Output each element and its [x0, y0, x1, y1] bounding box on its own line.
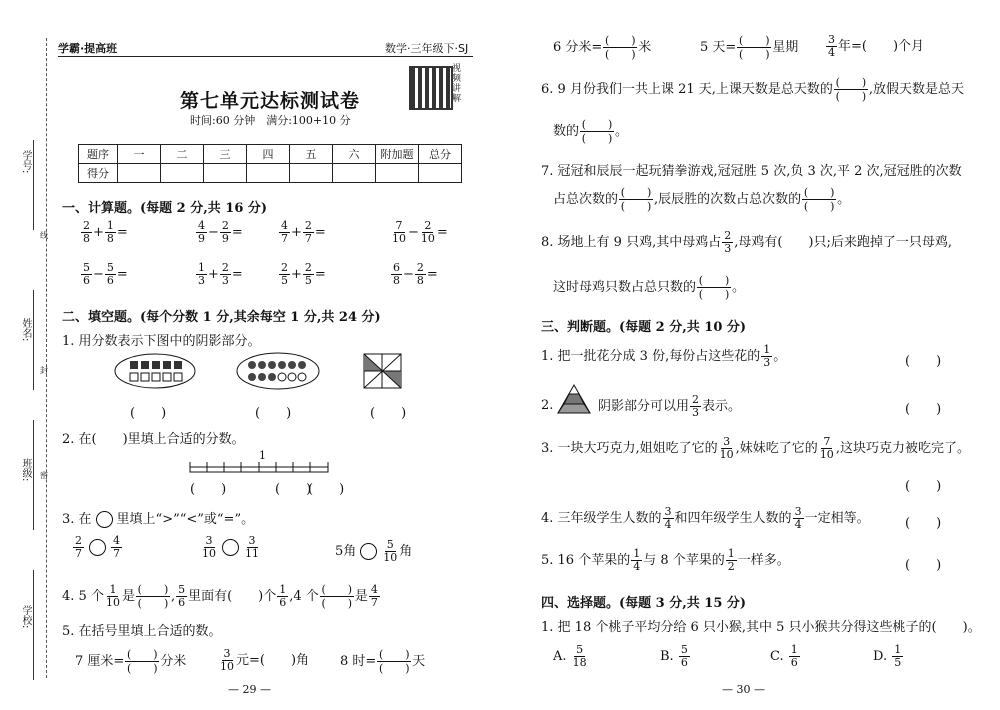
page-number-right: — 30 — [722, 683, 765, 696]
video-label: 视频讲解 [452, 64, 462, 104]
judge-2: 阴影部分可以用 $\frac{2}{3}$ 表示。 [598, 393, 742, 419]
compare-1: $\frac{2}{7}$ $\frac{4}{7}$ [75, 534, 120, 560]
sidebar-school: 学校: [20, 605, 31, 629]
calc-item: $\frac{4}{9}$ − $\frac{2}{9}$ = [198, 219, 243, 245]
calc-item: $\frac{1}{3}$ + $\frac{2}{3}$ = [198, 261, 243, 287]
q2-3: 3. 在 里填上“>”“<”或“=”。 [62, 512, 255, 527]
section-3-heading: 三、判断题。(每题 2 分,共 10 分) [541, 320, 747, 335]
conv-b: 5 天= ( ) ( ) 星期 [700, 34, 799, 61]
qr-code [409, 66, 453, 110]
q2-6-line1: 6. 9 月份我们一共上课 21 天,上课天数是总天数的 ( ) ( ) ,放假天数是总天 [541, 76, 965, 103]
score-cell: 附加题 [376, 145, 419, 164]
binding-line [46, 38, 47, 678]
calc-item: $\frac{2}{8}$ + $\frac{1}{8}$ = [83, 219, 128, 245]
q2-8-line2: 这时母鸡只数占总只数的 ( ) ( ) 。 [553, 274, 746, 301]
choice-option[interactable]: D. $\frac{1}{5}$ [873, 643, 902, 669]
q2-answer-2[interactable]: ( ) [275, 482, 312, 497]
q1-answer-2[interactable]: ( ) [255, 406, 292, 421]
judge-5-answer[interactable]: ( ) [905, 558, 942, 573]
calc-item: $\frac{7}{10}$ − $\frac{2}{10}$ = [392, 219, 448, 245]
q2-2: 2. 在( )里填上合适的分数。 [62, 432, 245, 447]
underline-4 [33, 570, 34, 680]
judge-4: 4. 三年级学生人数的 $\frac{3}{4}$ 和四年级学生人数的 $\frac{3}{4}$ 一定相等。 [541, 505, 870, 531]
judge-5: 5. 16 个苹果的 $\frac{1}{4}$ 与 8 个苹果的 $\frac{1}{2}$ 一样多。 [541, 547, 790, 573]
q2-1: 1. 用分数表示下图中的阴影部分。 [62, 334, 261, 349]
score-cell: 总分 [419, 145, 462, 164]
score-cell: 题序 [79, 145, 118, 164]
q2-4: 4. 5 个 $\frac{1}{10}$ 是 ( ) ( ) , $\frac{5}{6}$ 里面有( )个 $\frac{1}{6}$ ,4 个 ( ) ( ) 是 $\frac{4}{7}$ [62, 583, 378, 610]
number-line [185, 458, 335, 478]
section-4-heading: 四、选择题。(每题 3 分,共 15 分) [541, 596, 747, 611]
q5-a: 7 厘米= ( ) ( ) 分米 [75, 648, 187, 675]
q5-b: $\frac{3}{10}$ 元=( )角 [220, 647, 310, 673]
compare-slot[interactable] [89, 539, 106, 556]
sidebar-secret-mark: 密 [40, 471, 48, 480]
calc-item: $\frac{5}{6}$ − $\frac{5}{6}$ = [83, 261, 128, 287]
sidebar-student-no: 学号: [20, 150, 31, 174]
calc-item: $\frac{2}{5}$ + $\frac{2}{5}$ = [281, 261, 326, 287]
q2-6-line2: 数的 ( ) ( ) 。 [553, 118, 629, 145]
choice-option[interactable]: B. $\frac{5}{6}$ [660, 643, 688, 669]
underline-1 [33, 140, 34, 230]
compare-circle-icon [96, 511, 113, 528]
calc-item: $\frac{6}{8}$ − $\frac{2}{8}$ = [393, 261, 438, 287]
q1-answer-1[interactable]: ( ) [130, 406, 167, 421]
q2-answer-1[interactable]: ( ) [190, 482, 227, 497]
judge-3: 3. 一块大巧克力,姐姐吃了它的 $\frac{3}{10}$ ,妹妹吃了它的 $\frac{7}{10}$ ,这块巧克力被吃完了。 [541, 435, 970, 461]
choice-1: 1. 把 18 个桃子平均分给 6 只小猴,其中 5 只小猴共分得这些桃子的( )。 [541, 620, 981, 635]
calc-item: $\frac{4}{7}$ + $\frac{2}{7}$ = [281, 219, 326, 245]
q2-7-line1: 7. 冠冠和辰辰一起玩猜拳游戏,冠冠胜 5 次,负 3 次,平 2 次,冠冠胜的次数 [541, 164, 962, 179]
judge-4-answer[interactable]: ( ) [905, 516, 942, 531]
judge-3-answer[interactable]: ( ) [905, 479, 942, 494]
q2-8-line1: 8. 场地上有 9 只鸡,其中母鸡占 $\frac{2}{3}$ ,母鸡有( )只;后来跑掉了一只母鸡, [541, 229, 953, 255]
conv-a: 6 分米= ( ) ( ) 米 [553, 34, 652, 61]
judge-1: 1. 把一批花分成 3 份,每份占这些花的 $\frac{1}{3}$ 。 [541, 343, 787, 369]
subject-tag: 数学·三年级下·SJ [385, 42, 469, 55]
score-cell: 得分 [79, 164, 118, 183]
sidebar-seal-mark: 封 [40, 366, 48, 375]
section-2-heading: 二、填空题。(每个分数 1 分,其余每空 1 分,共 24 分) [62, 310, 381, 325]
compare-2: $\frac{3}{10}$ $\frac{3}{11}$ [202, 534, 259, 560]
q2-answer-3[interactable]: ( ) [308, 482, 345, 497]
choice-option[interactable]: A. $\frac{5}{18}$ [553, 643, 587, 669]
q2-5: 5. 在括号里填上合适的数。 [62, 624, 222, 639]
score-cell: 三 [204, 145, 247, 164]
page-number-left: — 29 — [228, 683, 271, 696]
sidebar-line-mark: 线 [40, 231, 48, 240]
choice-option[interactable]: C. $\frac{1}{6}$ [770, 643, 798, 669]
header-rule [58, 56, 473, 57]
compare-slot[interactable] [222, 539, 239, 556]
shading-figures [110, 352, 430, 402]
score-cell: 一 [118, 145, 161, 164]
judge-2-num: 2. [541, 398, 554, 413]
q5-c: 8 时= ( ) ( ) 天 [340, 648, 426, 675]
exam-info: 时间:60 分钟 满分:100+10 分 [190, 114, 351, 127]
number-line-label: 1 [259, 449, 266, 462]
q1-answer-3[interactable]: ( ) [370, 406, 407, 421]
q2-7-line2: 占总次数的 ( ) ( ) ,辰辰胜的次数占总次数的 ( ) ( ) 。 [553, 186, 851, 213]
score-cell: 二 [161, 145, 204, 164]
underline-2 [33, 290, 34, 390]
judge-1-answer[interactable]: ( ) [905, 354, 942, 369]
judge-2-answer[interactable]: ( ) [905, 402, 942, 417]
compare-3: 5角 $\frac{5}{10}$ 角 [335, 538, 413, 564]
underline-3 [33, 420, 34, 530]
score-cell: 五 [290, 145, 333, 164]
compare-slot[interactable] [360, 543, 377, 560]
score-cell: 六 [333, 145, 376, 164]
score-cell: 四 [247, 145, 290, 164]
sidebar-name: 姓名: [20, 318, 31, 342]
sidebar-class: 班级: [20, 458, 31, 482]
page-title: 第七单元达标测试卷 [180, 90, 361, 112]
conv-c: $\frac{3}{4}$ 年=( )个月 [828, 33, 925, 59]
score-table [78, 144, 462, 183]
triangle-figure [556, 383, 592, 415]
section-1-heading: 一、计算题。(每题 2 分,共 16 分) [62, 201, 268, 216]
brand: 学霸·提高班 [58, 42, 118, 55]
